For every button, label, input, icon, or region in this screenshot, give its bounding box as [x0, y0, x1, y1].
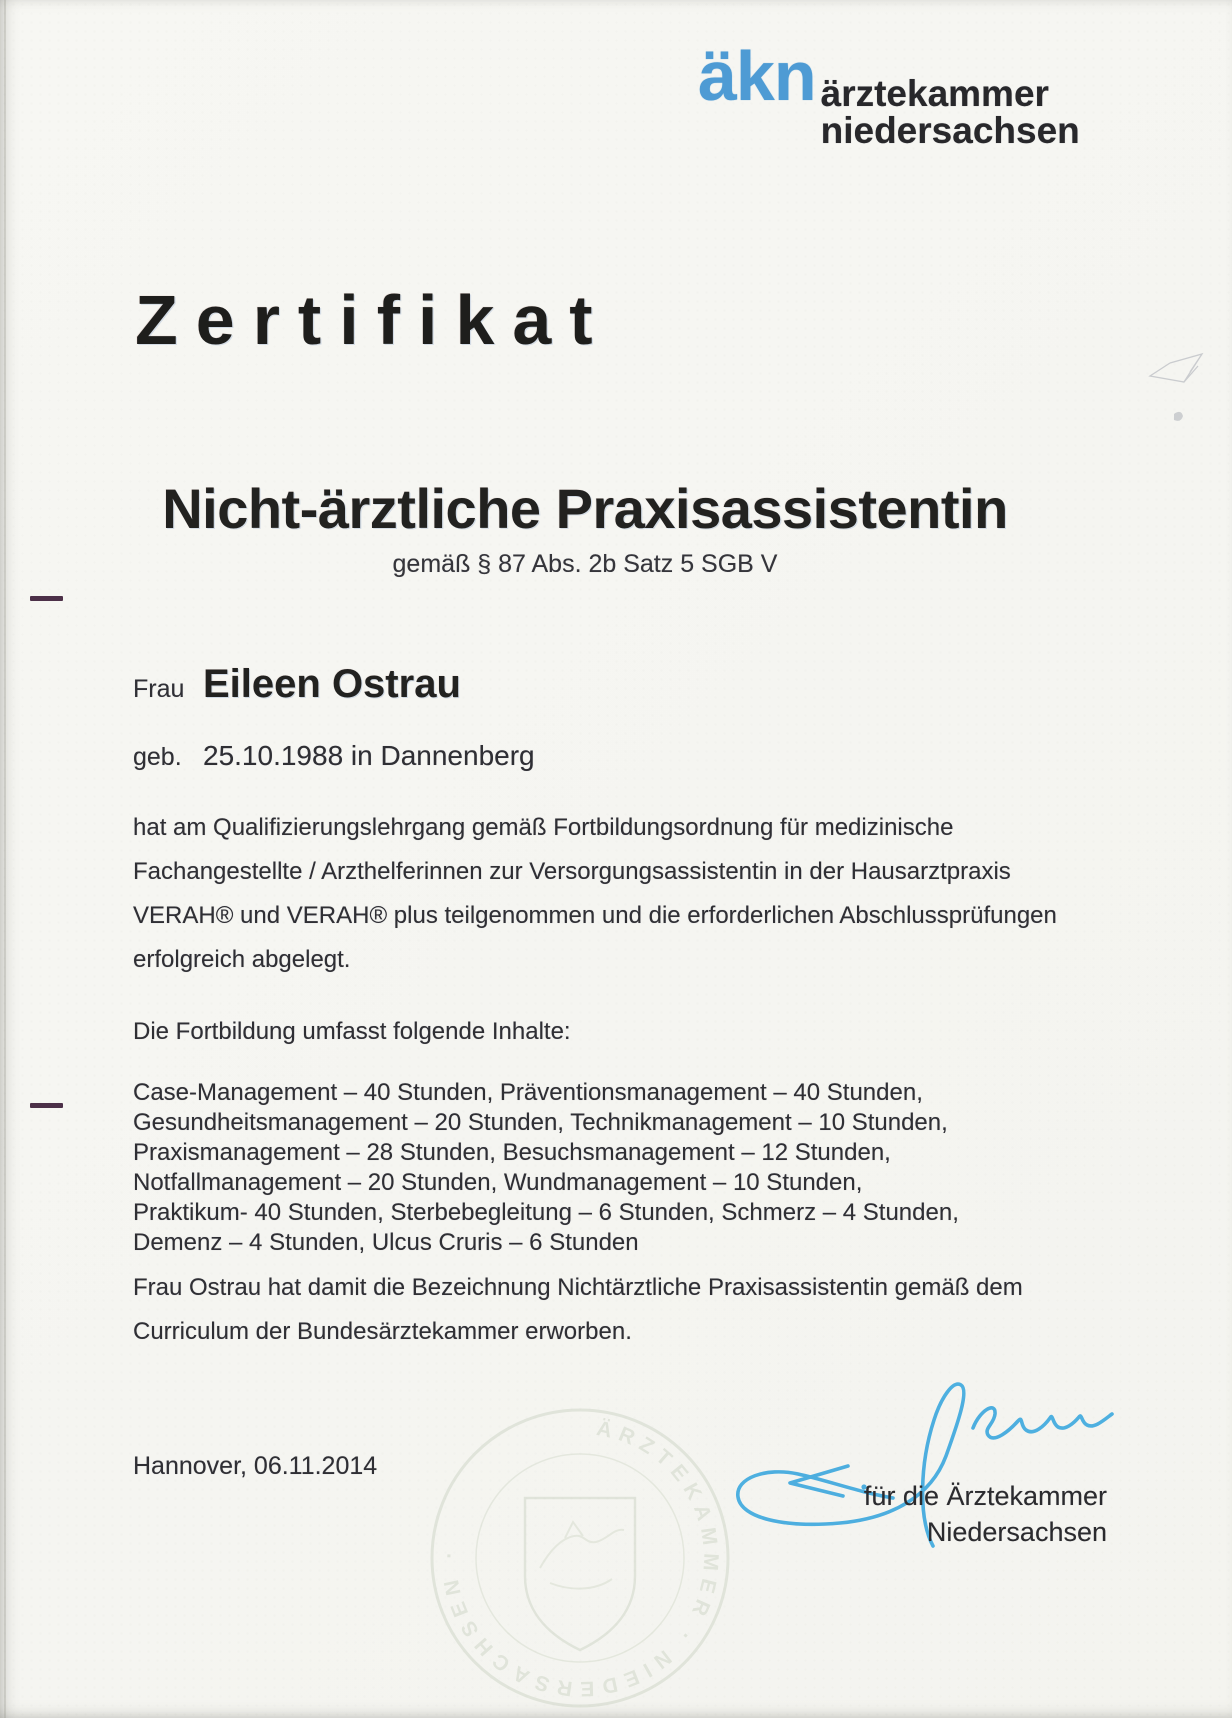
- seal-ring-text: ÄRZTEKAMMER · NIEDERSACHSEN ·: [437, 1416, 723, 1701]
- contents-line-3: Praxismanagement – 28 Stunden, Besuchsmanagement – 12 Stunden,: [133, 1139, 891, 1166]
- contents-line-1: Case-Management – 40 Stunden, Präventionsmanagement – 40 Stunden,: [133, 1079, 923, 1106]
- birth-info: 25.10.1988 in Dannenberg: [203, 740, 535, 771]
- closing-line-1: Frau Ostrau hat damit die Bezeichnung Nichtärztliche Praxisassistentin gemäß dem: [133, 1274, 1023, 1301]
- recipient-birth-row: [133, 740, 535, 772]
- qualification-heading: Nicht-ärztliche Praxisassistentin: [162, 477, 1008, 540]
- closing-paragraph: [133, 1266, 1023, 1354]
- intro-line-1: hat am Qualifizierungslehrgang gemäß Fortbildungsordnung für medizinische: [133, 814, 954, 841]
- fold-mark-bottom: [30, 1103, 63, 1108]
- signature-caption-line2: Niedersachsen: [926, 1517, 1107, 1547]
- contents-line-5: Praktikum- 40 Stunden, Sterbebegleitung – 6 Stunden, Schmerz – 4 Stunden,: [133, 1199, 959, 1226]
- recipient-name: Eileen Ostrau: [203, 662, 461, 706]
- intro-line-3: VERAH® und VERAH® plus teilgenommen und die erforderlichen Abschlussprüfungen: [133, 902, 1057, 929]
- contents-list: [133, 1078, 959, 1258]
- logo-name-line2: niedersachsen: [820, 110, 1080, 151]
- pencil-scribble-artifact: [1140, 338, 1220, 433]
- fold-mark-top: [30, 596, 63, 601]
- intro-paragraph: [133, 806, 1057, 982]
- subject-block: [133, 476, 1037, 579]
- place-date: Hannover, 06.11.2014: [133, 1452, 378, 1480]
- akn-logo-name: [821, 75, 1080, 149]
- contents-line-6: Demenz – 4 Stunden, Ulcus Cruris – 6 Stunden: [133, 1229, 639, 1256]
- certificate-title: Zertifikat: [135, 281, 611, 359]
- contents-line-4: Notfallmanagement – 20 Stunden, Wundmanagement – 10 Stunden,: [133, 1169, 863, 1196]
- contents-line-2: Gesundheitsmanagement – 20 Stunden, Technikmanagement – 10 Stunden,: [133, 1109, 948, 1136]
- legal-reference: gemäß § 87 Abs. 2b Satz 5 SGB V: [392, 550, 778, 578]
- recipient-name-row: [133, 662, 461, 707]
- birth-label: geb.: [133, 743, 182, 771]
- intro-line-2: Fachangestellte / Arzthelferinnen zur Versorgungsassistentin in der Hausarztpraxis: [133, 858, 1011, 885]
- closing-line-2: Curriculum der Bundesärztekammer erworben.: [133, 1318, 632, 1345]
- salutation-label: Frau: [133, 675, 185, 703]
- logo-name-line1: ärztekammer: [820, 73, 1049, 114]
- svg-text:ÄRZTEKAMMER · NIEDERSACHSEN ·: [438, 1417, 723, 1700]
- akn-logo-abbrev: äkn: [698, 37, 816, 115]
- contents-heading: Die Fortbildung umfasst folgende Inhalte:: [133, 1018, 571, 1045]
- signature-caption: [864, 1478, 1107, 1550]
- akn-logo: [698, 37, 1080, 151]
- signature-caption-line1: für die Ärztekammer: [863, 1481, 1107, 1511]
- intro-line-4: erfolgreich abgelegt.: [133, 946, 351, 973]
